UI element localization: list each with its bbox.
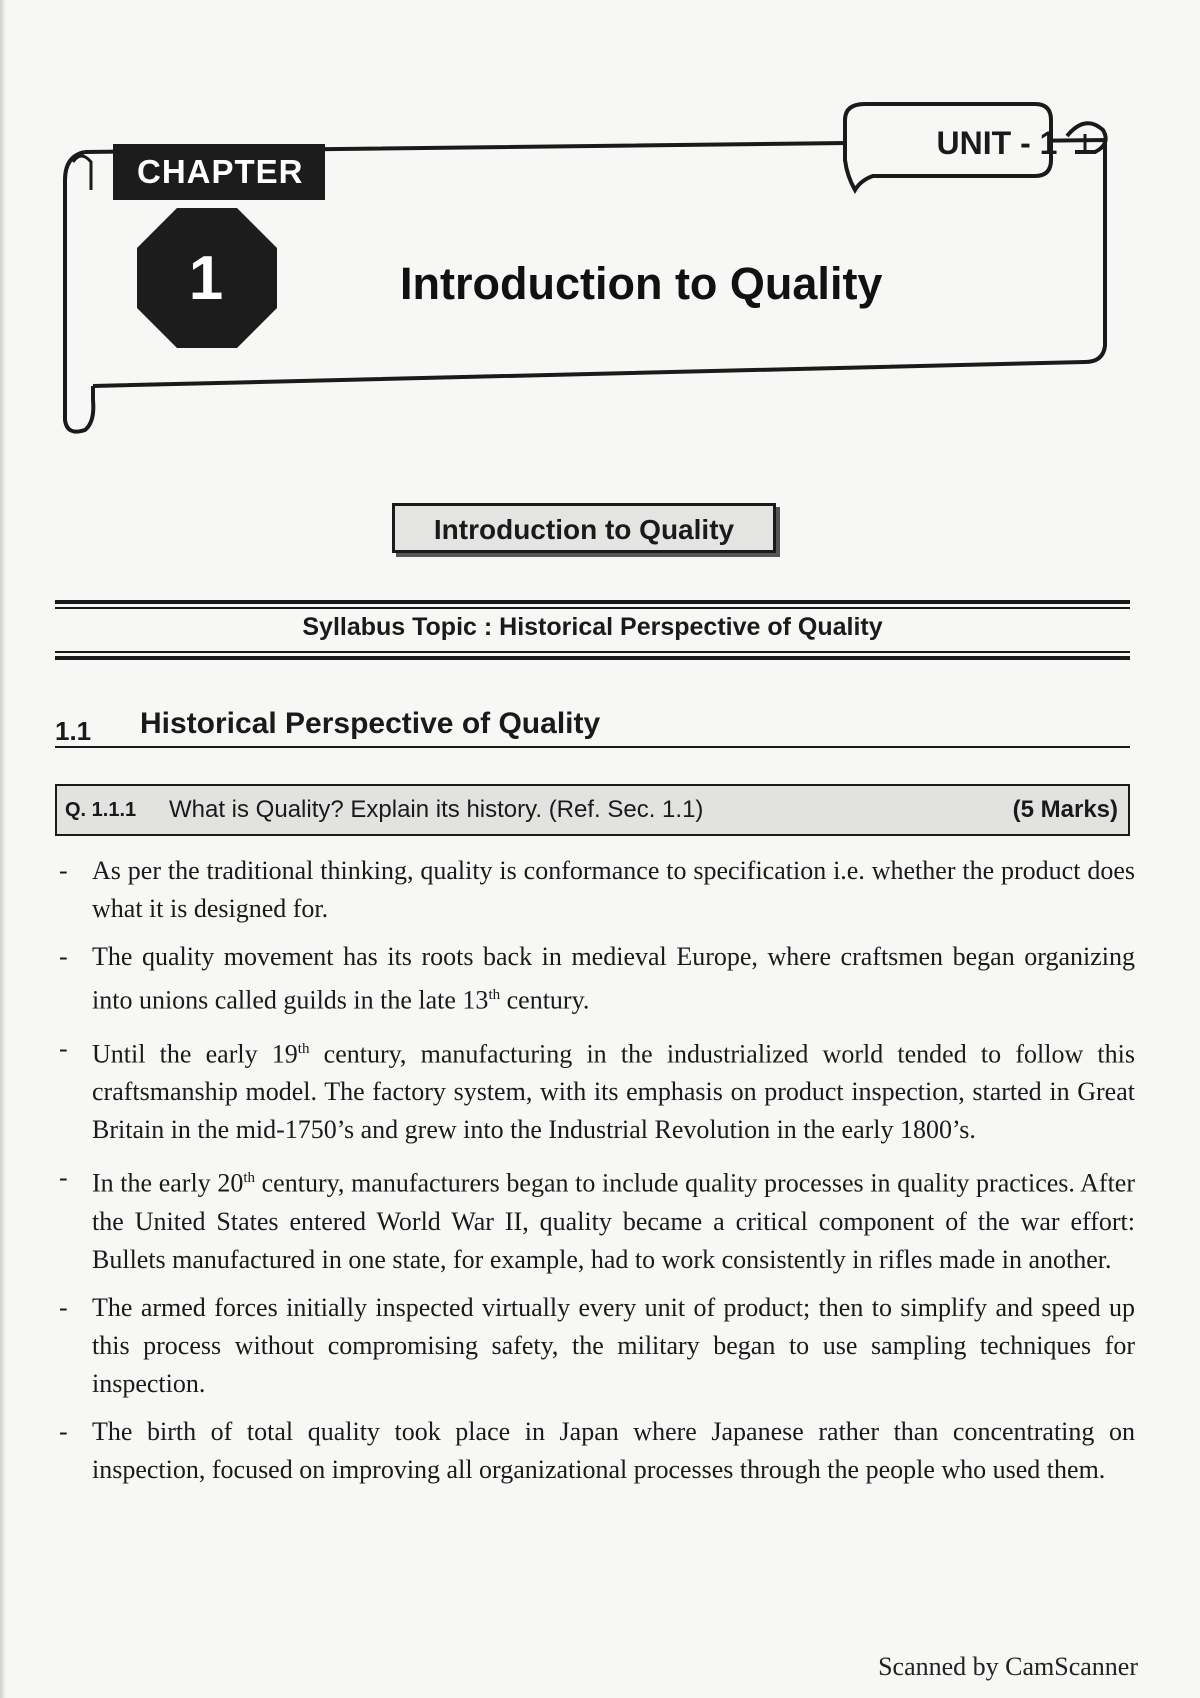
superscript: th xyxy=(297,1040,310,1057)
page-edge xyxy=(0,0,6,1698)
chapter-banner xyxy=(55,100,1135,440)
unit-label: UNIT - 1 xyxy=(936,125,1058,161)
list-item xyxy=(55,852,1135,928)
list-item xyxy=(55,1159,1135,1279)
superscript: th xyxy=(488,987,501,1003)
syllabus-rule-top-thin xyxy=(55,607,1130,609)
list-item xyxy=(55,938,1135,1020)
superscript: th xyxy=(243,1170,255,1187)
question-marks: (5 Marks) xyxy=(1012,796,1118,823)
bullet-dash: - xyxy=(59,1033,68,1063)
bullet-dash: - xyxy=(59,942,68,971)
list-item xyxy=(55,1289,1135,1403)
section-rule xyxy=(55,746,1130,748)
bullet-text: As per the traditional thinking, quality is conformance to specification i.e. whether the product does what it is designed for. xyxy=(92,856,1135,923)
chapter-number: 1 xyxy=(188,244,224,313)
list-item xyxy=(55,1413,1135,1489)
list-item xyxy=(55,1030,1135,1150)
bullet-dash: - xyxy=(59,1163,68,1193)
bullet-dash: - xyxy=(59,856,68,885)
syllabus-topic: Syllabus Topic : Historical Perspective of Quality xyxy=(302,613,883,641)
bullet-list xyxy=(55,852,1135,1499)
chapter-label: CHAPTER xyxy=(113,144,325,200)
section-title: Historical Perspective of Quality xyxy=(140,707,601,740)
scanner-watermark: Scanned by CamScanner xyxy=(878,1652,1138,1681)
bullet-text: The birth of total quality took place in Japan where Japanese rather than concentrating on inspection, focused on improving all organizational processes through the people who used them. xyxy=(92,1416,1135,1484)
bullet-text: century, manufacturing in the industrialized world tended to follow this craftsmanship model. The factory system, with its emphasis on product inspection, started in Great Britain in the mid-1750’s and grew into the Industrial Revolution in the early 1800’s. xyxy=(92,1039,1135,1145)
bullet-text: The quality movement has its roots back in medieval Europe, where craftsmen began organizing into unions called guilds in the late 13 xyxy=(92,942,1135,1015)
boxed-title: Introduction to Quality xyxy=(392,503,776,553)
chapter-title: Introduction to Quality xyxy=(400,258,883,309)
bullet-dash: - xyxy=(59,1416,68,1446)
syllabus-rule-bottom-thin xyxy=(55,651,1130,653)
bullet-text: The armed forces initially inspected virtually every unit of product; then to simplify and speed up this process without compromising safety, the military began to use sampling techniques for inspection. xyxy=(92,1292,1135,1398)
syllabus-rule-top xyxy=(55,600,1130,604)
bullet-text: century. xyxy=(500,985,590,1015)
bullet-text: Until the early 19 xyxy=(92,1039,298,1069)
bullet-text: century, manufacturers began to include quality processes in quality practices. After the United States entered World War II, quality became a critical component of the war effort: Bullets manufactured in one state, for example, had to work consistently in rifles made in another. xyxy=(92,1168,1135,1274)
question-box xyxy=(55,784,1130,836)
question-text: What is Quality? Explain its history. (Ref. Sec. 1.1) xyxy=(169,796,704,823)
bullet-text: In the early 20 xyxy=(92,1168,244,1198)
syllabus-rule-bottom xyxy=(55,656,1130,660)
bullet-dash: - xyxy=(59,1292,68,1322)
section-number: 1.1 xyxy=(55,716,92,746)
question-number: Q. 1.1.1 xyxy=(65,799,137,821)
